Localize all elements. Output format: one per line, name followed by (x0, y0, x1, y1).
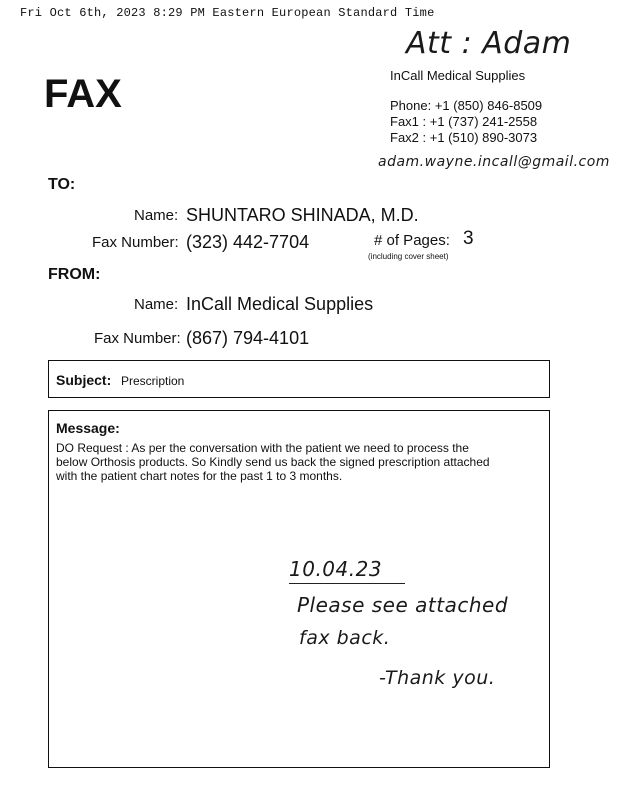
from-fax-label: Fax Number: (94, 330, 181, 347)
subject-value: Prescription (121, 374, 185, 388)
from-name-value: InCall Medical Supplies (186, 294, 374, 314)
handwritten-date: 10.04.23 (289, 557, 405, 584)
sender-block (390, 68, 542, 146)
sender-company: InCall Medical Supplies (390, 68, 526, 83)
to-fax-value: (323) 442-7704 (186, 232, 310, 252)
to-name-label: Name: (134, 207, 179, 224)
subject-label: Subject: (56, 372, 112, 388)
pages-value: 3 (463, 228, 474, 249)
to-heading: TO: (48, 176, 76, 193)
pages-label: # of Pages: (374, 232, 450, 249)
subject-box (48, 360, 550, 398)
message-box (48, 410, 550, 768)
from-fax-value: (867) 794-4101 (186, 328, 310, 348)
handwritten-attention: Att : Adam (406, 26, 572, 61)
from-heading: FROM: (48, 266, 101, 283)
message-line: below Orthosis products. So Kindly send us back the signed prescription attached (56, 455, 490, 469)
message-line: with the patient chart notes for the past 1 to 3 months. (56, 469, 343, 483)
sender-fax2: Fax2 : +1 (510) 890-3073 (390, 130, 538, 145)
handwritten-note-line1: Please see attached (297, 593, 509, 617)
handwritten-email: adam.wayne.incall@gmail.com (378, 154, 610, 170)
to-fax-label: Fax Number: (92, 234, 179, 251)
message-body (56, 441, 490, 483)
document-title: FAX (44, 72, 122, 116)
sender-fax1: Fax1 : +1 (737) 241-2558 (390, 114, 538, 129)
fax-timestamp: Fri Oct 6th, 2023 8:29 PM Eastern European Standard Time (20, 6, 435, 20)
from-name-label: Name: (134, 296, 179, 313)
pages-note: (including cover sheet) (368, 252, 449, 261)
message-line: DO Request : As per the conversation with the patient we need to process the (56, 441, 469, 455)
sender-phone: Phone: +1 (850) 846-8509 (390, 98, 543, 113)
message-label: Message: (56, 420, 120, 436)
date-underline (289, 583, 405, 584)
handwritten-note-line2: fax back. (299, 627, 391, 649)
handwritten-signoff: -Thank you. (379, 667, 496, 689)
to-name-value: SHUNTARO SHINADA, M.D. (186, 205, 419, 225)
